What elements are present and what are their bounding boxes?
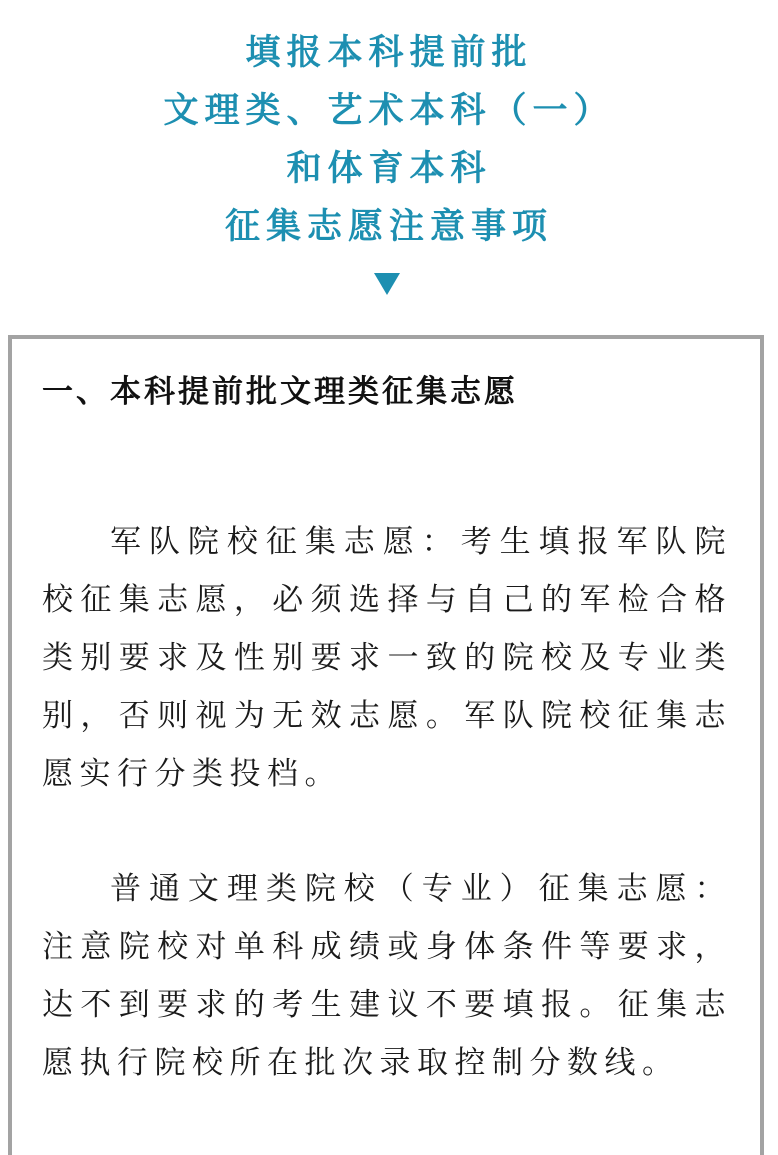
header-title-line-4: 征集志愿注意事项 <box>224 207 553 247</box>
header-title-line-1: 填报本科提前批 <box>245 33 533 73</box>
notice-header <box>0 0 778 320</box>
section-title: 一、本科提前批文理类征集志愿 <box>42 374 518 410</box>
paragraph-general-schools: 普通文理类院校（专业）征集志愿：注意院校对单科成绩或身体条件等要求，达不到要求的考生建议不要填报。征集志愿执行院校所在批次录取控制分数线。 <box>42 871 732 1081</box>
header-title-line-2: 文理类、艺术本科（一） <box>163 91 615 131</box>
header-title-line-3: 和体育本科 <box>286 149 492 189</box>
paragraph-military-schools: 军队院校征集志愿：考生填报军队院校征集志愿，必须选择与自己的军检合格类别要求及性别要求一致的院校及专业类别，否则视为无效志愿。军队院校征集志愿实行分类投档。 <box>42 524 732 792</box>
down-triangle-icon <box>374 273 400 295</box>
